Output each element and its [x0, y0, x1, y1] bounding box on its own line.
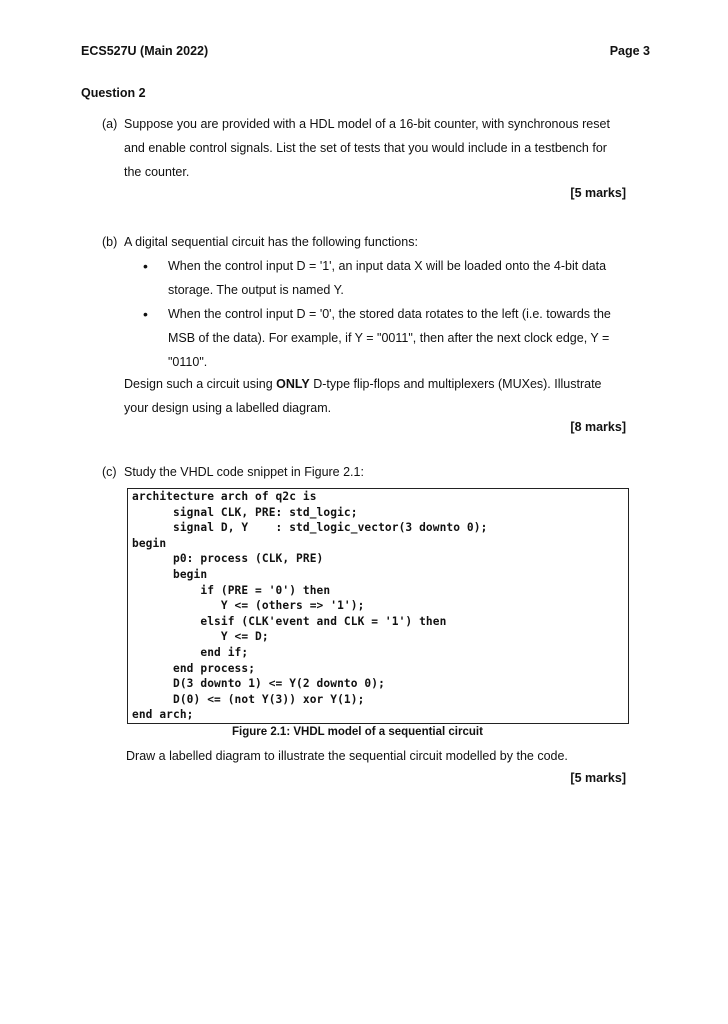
- code-line: architecture arch of q2c is: [132, 490, 317, 503]
- part-a-text-1: Suppose you are provided with a HDL model of a 16-bit counter, with synchronous reset: [124, 117, 610, 131]
- code-line: Y <= D;: [132, 630, 269, 644]
- part-a-line-1: [102, 112, 662, 136]
- question-title: Question 2: [81, 86, 146, 100]
- part-c-task: Draw a labelled diagram to illustrate the sequential circuit modelled by the code.: [126, 749, 568, 763]
- bullet-1-line-2: storage. The output is named Y.: [168, 283, 344, 297]
- figure-caption: Figure 2.1: VHDL model of a sequential circuit: [232, 726, 483, 738]
- bullet-2-line-1: When the control input D = '0', the stored data rotates to the left (i.e. towards the: [168, 307, 611, 321]
- code-line: end if;: [132, 646, 249, 659]
- code-line: elsif (CLK'event and CLK = '1') then: [132, 614, 447, 628]
- part-b-marks: [8 marks]: [570, 420, 626, 434]
- bullet-2-line-3: "0110".: [168, 355, 208, 369]
- part-c-intro-line: [102, 460, 662, 484]
- design-prefix: Design such a circuit using: [124, 377, 277, 391]
- bullet-dot-icon: •: [143, 258, 148, 274]
- code-line: signal CLK, PRE: std_logic;: [132, 505, 358, 519]
- part-c-intro: Study the VHDL code snippet in Figure 2.1:: [124, 465, 364, 479]
- part-c-marks: [5 marks]: [570, 771, 626, 785]
- code-line: p0: process (CLK, PRE): [132, 552, 324, 566]
- part-a-text-3: the counter.: [124, 165, 190, 179]
- code-line: Y <= (others => '1');: [132, 599, 365, 613]
- part-b-label: (b): [102, 235, 118, 249]
- code-line: begin: [132, 536, 167, 550]
- design-suffix: D-type flip-flops and multiplexers (MUXes). Illustrate: [309, 377, 602, 391]
- bullet-2-line-2: MSB of the data). For example, if Y = "0011", then after the next clock edge, Y =: [168, 331, 610, 345]
- code-line: signal D, Y : std_logic_vector(3 downto 0);: [132, 521, 488, 535]
- code-line: end process;: [132, 661, 256, 675]
- bullet-dot-icon: •: [143, 306, 148, 322]
- code-line: D(0) <= (not Y(3)) xor Y(1);: [132, 692, 365, 706]
- part-a-label: (a): [102, 117, 118, 131]
- vhdl-code-box: [127, 488, 629, 724]
- course-code-header: ECS527U (Main 2022): [81, 44, 209, 58]
- part-b-design-line-2: your design using a labelled diagram.: [124, 401, 332, 415]
- part-b-intro-line: [102, 230, 662, 254]
- code-line: end arch;: [132, 708, 194, 722]
- part-c-label: (c): [102, 465, 117, 479]
- part-a-marks: [5 marks]: [570, 186, 626, 200]
- part-b-design-line-1: [124, 372, 654, 396]
- code-line: if (PRE = '0') then: [132, 583, 331, 597]
- part-b-intro: A digital sequential circuit has the following functions:: [124, 235, 418, 249]
- bullet-1-line-1: When the control input D = '1', an input data X will be loaded onto the 4-bit data: [168, 259, 607, 273]
- part-a-text-2: and enable control signals. List the set of tests that you would include in a testbench for: [124, 141, 607, 155]
- design-emphasis: ONLY: [276, 377, 310, 391]
- code-line: D(3 downto 1) <= Y(2 downto 0);: [132, 677, 385, 691]
- code-line: begin: [132, 568, 208, 581]
- page-number: Page 3: [609, 44, 650, 58]
